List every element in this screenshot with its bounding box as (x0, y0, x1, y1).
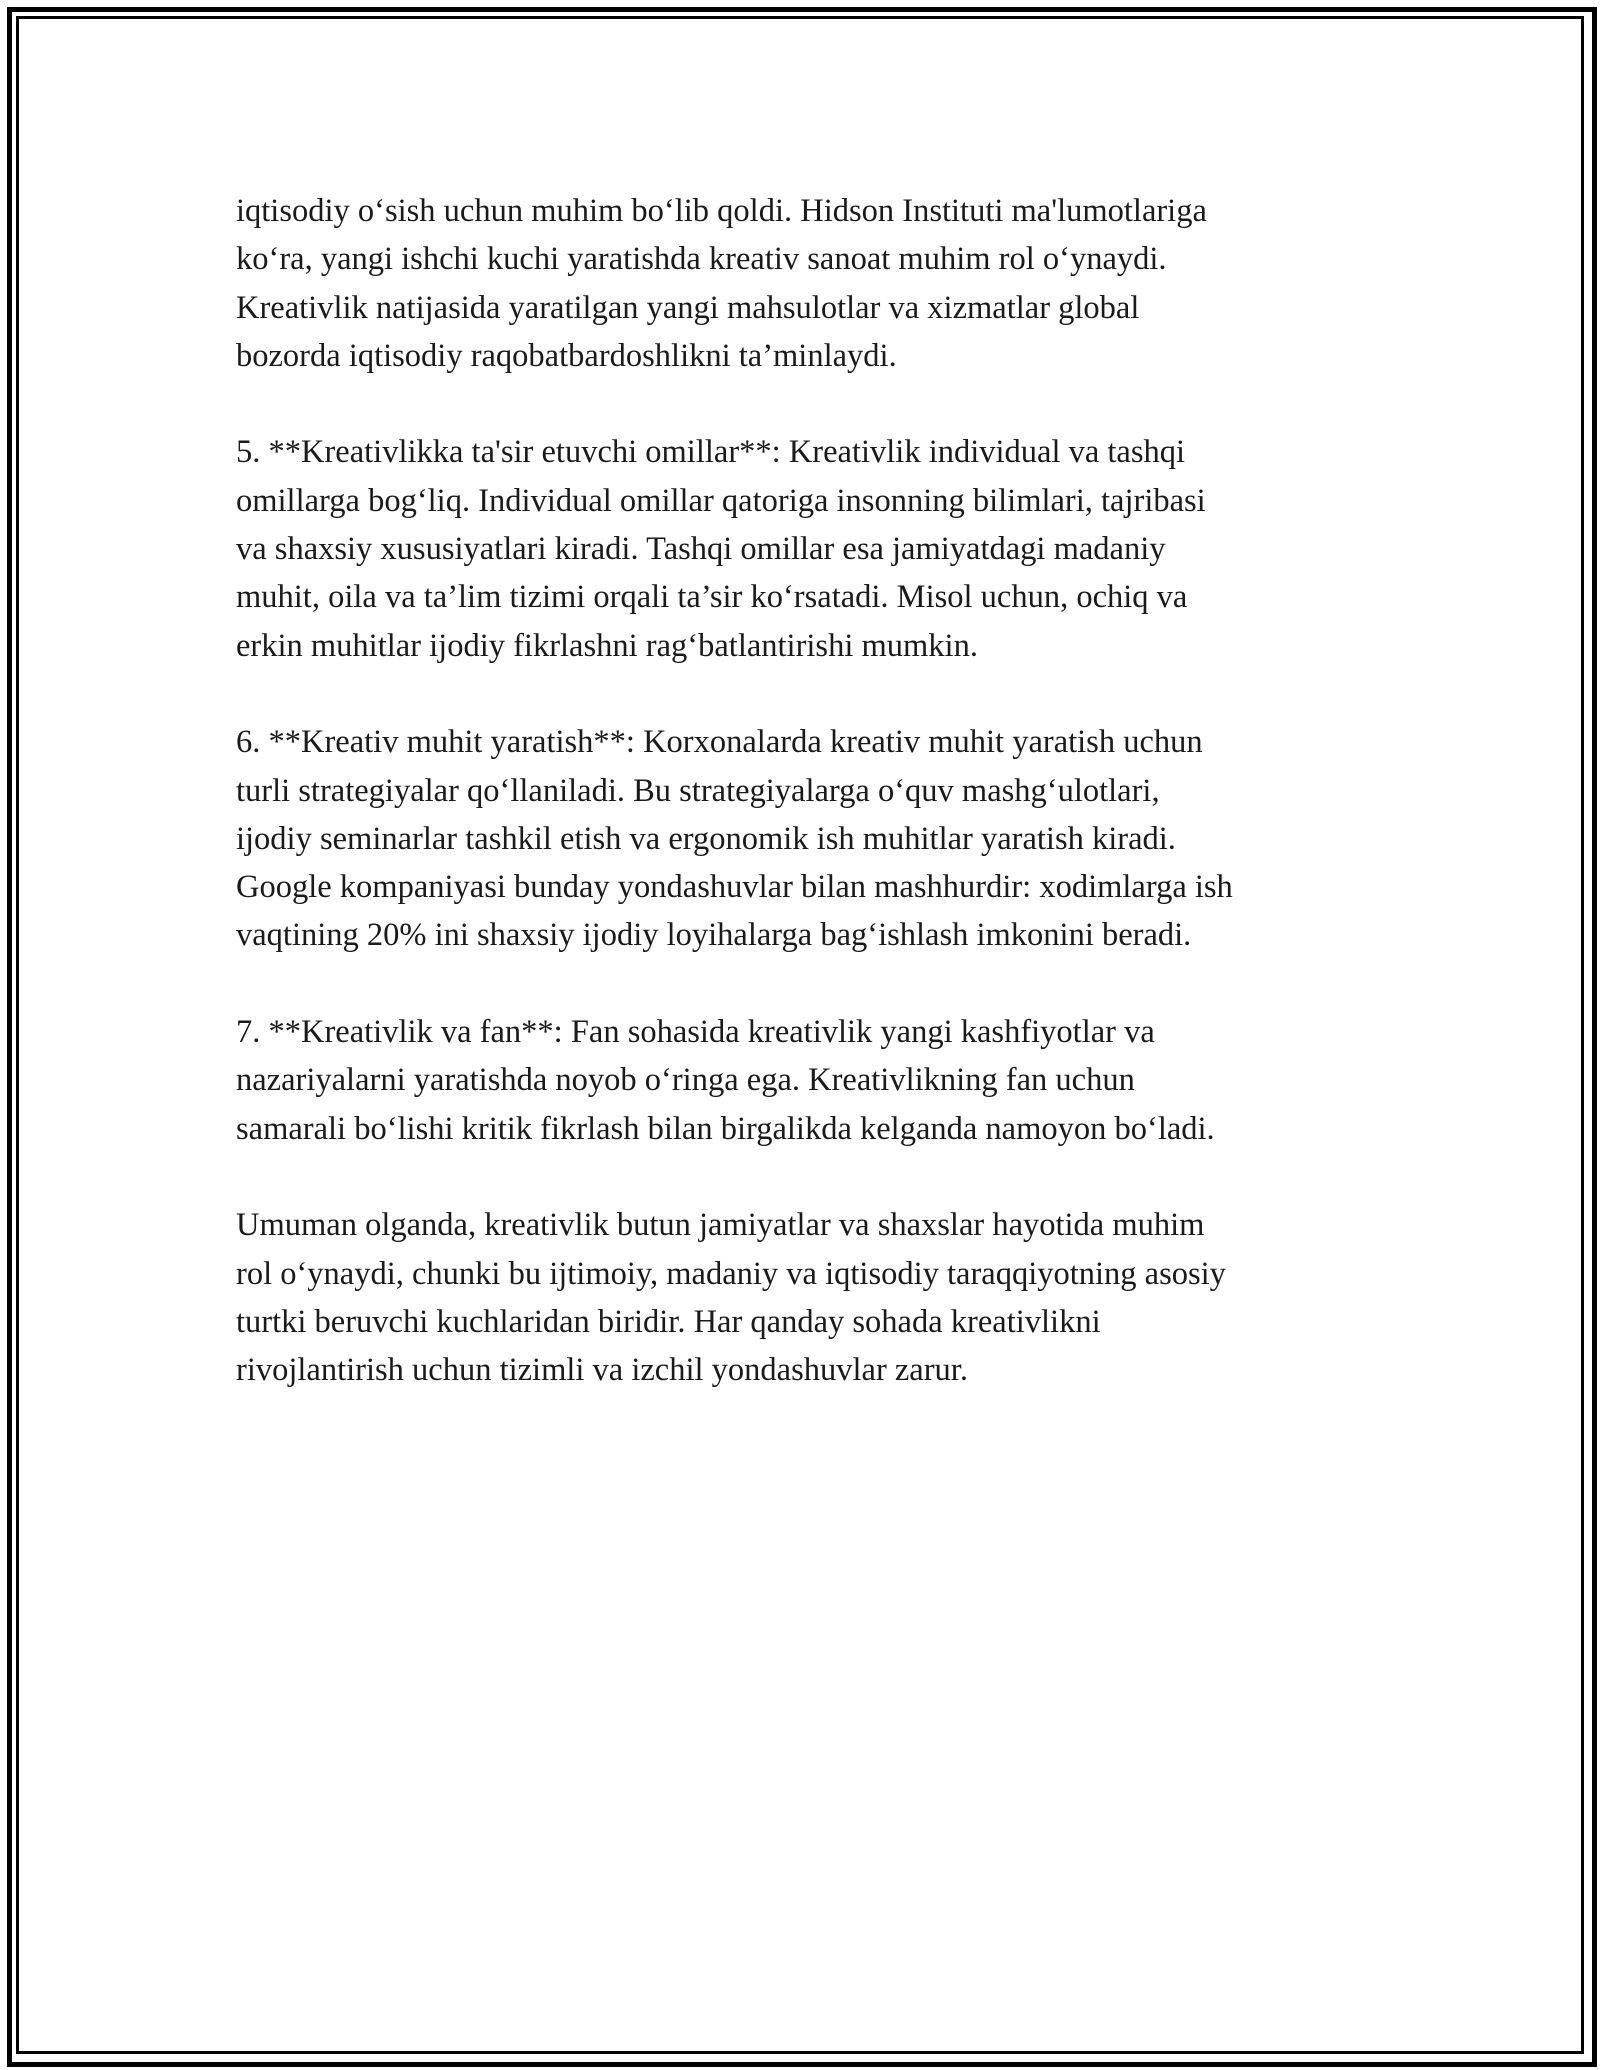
text-line: va shaxsiy xususiyatlari kiradi. Tashqi omillar esa jamiyatdagi madaniy (236, 531, 1166, 568)
text-line: 6. **Kreativ muhit yaratish**: Korxonalarda kreativ muhit yaratish uchun (236, 724, 1203, 761)
text-line: bozorda iqtisodiy raqobatbardoshlikni ta’minlaydi. (236, 337, 897, 374)
paragraph-item-6-environment (236, 718, 1366, 959)
text-line: 5. **Kreativlikka ta'sir etuvchi omillar**: Kreativlik individual va tashqi (236, 434, 1186, 471)
text-line: nazariyalarni yaratishda noyob o‘ringa ega. Kreativlikning fan uchun (236, 1062, 1135, 1099)
text-line: Kreativlik natijasida yaratilgan yangi mahsulotlar va xizmatlar global (236, 289, 1140, 326)
text-line: iqtisodiy o‘sish uchun muhim bo‘lib qoldi. Hidson Instituti ma'lumotlariga (236, 193, 1207, 229)
text-line: ijodiy seminarlar tashkil etish va ergonomik ish muhitlar yaratish kiradi. (236, 820, 1176, 857)
text-line: rol o‘ynaydi, chunki bu ijtimoiy, madaniy va iqtisodiy taraqqiyotning asosiy (236, 1255, 1226, 1292)
text-line: Google kompaniyasi bunday yondashuvlar bilan mashhurdir: xodimlarga ish (236, 869, 1233, 906)
text-line: turtki beruvchi kuchlaridan biridir. Har qanday sohada kreativlikni (236, 1303, 1101, 1340)
text-line: samarali bo‘lishi kritik fikrlash bilan birgalikda kelganda namoyon bo‘ladi. (236, 1110, 1215, 1147)
text-line: vaqtining 20% ini shaxsiy ijodiy loyihalarga bag‘ishlash imkonini beradi. (236, 917, 1192, 954)
paragraph-conclusion (236, 1201, 1366, 1394)
text-line: Umuman olganda, kreativlik butun jamiyatlar va shaxslar hayotida muhim (236, 1207, 1205, 1244)
document-body (236, 187, 1366, 1443)
text-line: turli strategiyalar qo‘llaniladi. Bu strategiyalarga o‘quv mashg‘ulotlari, (236, 772, 1160, 809)
paragraph-item-7-science (236, 1008, 1366, 1153)
text-line: ko‘ra, yangi ishchi kuchi yaratishda kreativ sanoat muhim rol o‘ynaydi. (236, 241, 1167, 278)
paragraph-item-5-factors (236, 428, 1366, 669)
text-line: erkin muhitlar ijodiy fikrlashni rag‘batlantirishi mumkin. (236, 627, 978, 664)
text-line: muhit, oila va ta’lim tizimi orqali ta’sir ko‘rsatadi. Misol uchun, ochiq va (236, 579, 1188, 616)
text-line: 7. **Kreativlik va fan**: Fan sohasida kreativlik yangi kashfiyotlar va (236, 1014, 1155, 1051)
text-line: omillarga bog‘liq. Individual omillar qatoriga insonning bilimlari, tajribasi (236, 482, 1206, 519)
paragraph-economic-growth (236, 187, 1366, 380)
text-line: rivojlantirish uchun tizimli va izchil yondashuvlar zarur. (236, 1352, 968, 1389)
